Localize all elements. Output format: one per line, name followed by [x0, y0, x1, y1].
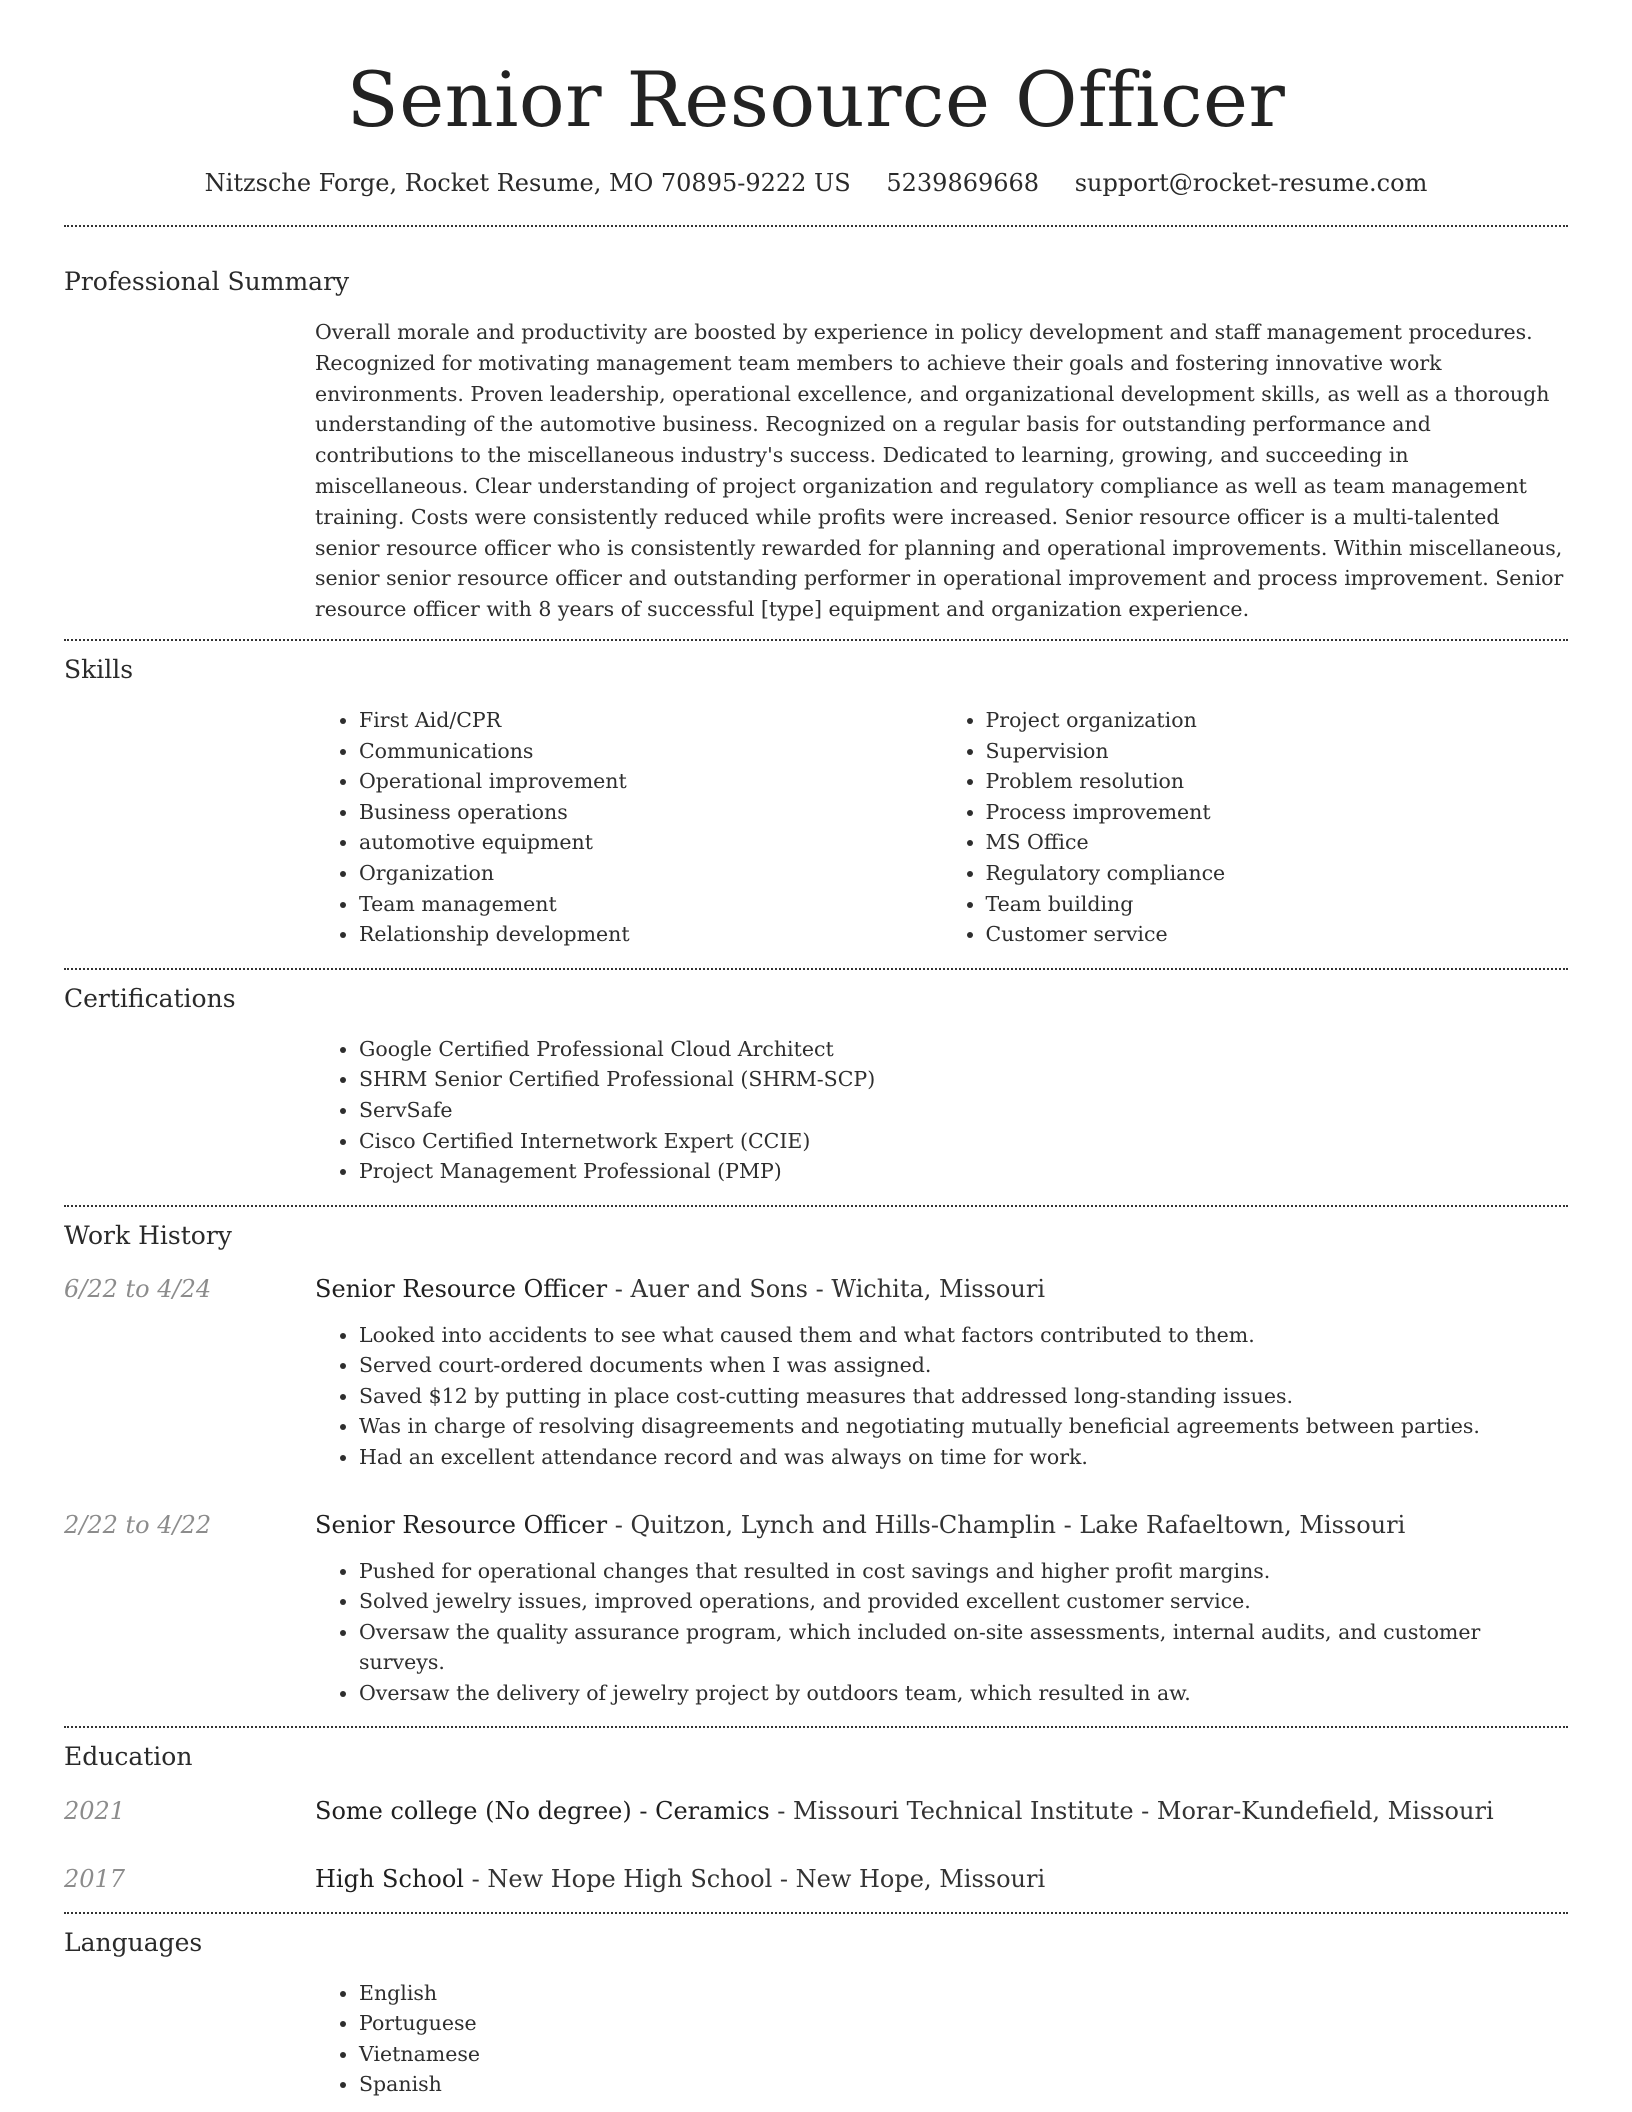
resume-page: [64, 0, 1568, 2100]
section-title-skills: Skills: [64, 654, 134, 684]
section-title-education: Education: [64, 1741, 193, 1771]
job-duty: • Was in charge of resolving disagreements and negotiating mutually beneficial agreements between parties.: [359, 1411, 1568, 1442]
education-details: - Missouri Technical Institute - Morar-Kundefield, Missouri: [769, 1796, 1494, 1825]
certification-item: • Cisco Certified Internetwork Expert (CCIE): [359, 1126, 1568, 1157]
contact-line: [64, 166, 1568, 200]
education-heading: [315, 1794, 1494, 1828]
candidate-name: Senior Resource Officer: [346, 55, 1286, 144]
certifications-list: [315, 1034, 1568, 1187]
job-duty: • Saved $12 by putting in place cost-cutting measures that addressed long-standing issues.: [359, 1381, 1568, 1412]
language-item: • Vietnamese: [359, 2039, 1568, 2070]
skill-item: • Problem resolution: [986, 766, 1569, 797]
skill-item: • First Aid/CPR: [359, 705, 942, 736]
skill-item: • Communications: [359, 736, 942, 767]
job-dates: 6/22 to 4/24: [64, 1274, 212, 1303]
job-duty: • Pushed for operational changes that resulted in cost savings and higher profit margins.: [359, 1556, 1568, 1587]
education-year: 2021: [64, 1796, 126, 1825]
skill-item: • MS Office: [986, 827, 1569, 858]
work-history-section: [64, 1207, 1568, 1709]
skill-item: • Regulatory compliance: [986, 858, 1569, 889]
job-duties-list: [315, 1320, 1568, 1473]
section-title-certifications: Certifications: [64, 983, 236, 1013]
certification-item: • Google Certified Professional Cloud Architect: [359, 1034, 1568, 1065]
skill-item: • Operational improvement: [359, 766, 942, 797]
section-title-summary: Professional Summary: [64, 267, 350, 296]
education-degree: Some college (No degree) - Ceramics: [315, 1796, 770, 1825]
contact-phone: 5239869668: [886, 169, 1040, 197]
education-heading: [315, 1862, 1045, 1896]
language-item: • Spanish: [359, 2069, 1568, 2100]
job-duties-list: [315, 1556, 1568, 1709]
job-duty: • Looked into accidents to see what caused them and what factors contributed to them.: [359, 1320, 1568, 1351]
education-details: - New Hope High School - New Hope, Missouri: [463, 1864, 1046, 1893]
skill-item: • Business operations: [359, 797, 942, 828]
job-heading: [315, 1508, 1405, 1542]
job-role: Senior Resource Officer: [315, 1510, 608, 1539]
education-year: 2017: [64, 1864, 126, 1893]
languages-section: [64, 1914, 1568, 2100]
education-entry: [64, 1862, 1568, 1896]
skill-item: • Supervision: [986, 736, 1569, 767]
skill-item: • Project organization: [986, 705, 1569, 736]
skills-list-left: [315, 705, 942, 950]
language-item: • English: [359, 1978, 1568, 2009]
job-duty: • Served court-ordered documents when I was assigned.: [359, 1350, 1568, 1381]
education-entry: [64, 1794, 1568, 1828]
skill-item: • automotive equipment: [359, 827, 942, 858]
skills-section: [64, 641, 1568, 950]
job-entry: [64, 1272, 1568, 1473]
job-role: Senior Resource Officer: [315, 1274, 608, 1303]
contact-address: Nitzsche Forge, Rocket Resume, MO 70895-9222 US: [204, 169, 851, 197]
section-title-work-history: Work History: [64, 1220, 232, 1250]
job-duty: • Oversaw the quality assurance program, which included on-site assessments, internal audits, and customer surveys.: [359, 1617, 1568, 1678]
summary-text: Overall morale and productivity are boosted by experience in policy development and staff management procedures. Recognized for motivating management team members to achieve their goals and fostering innovative work environments. Proven leadership, operational excellence, and organizational development skills, as well as a thorough understanding of the automotive business. Recognized on a regular basis for outstanding performance and contributions to the miscellaneous industry's success. Dedicated to learning, growing, and succeeding in miscellaneous. Clear understanding of project organization and regulatory compliance as well as team management training. Costs were consistently reduced while profits were increased. Senior resource officer is a multi-talented senior resource officer who is consistently rewarded for planning and operational improvements. Within miscellaneous, senior senior resource officer and outstanding performer in operational improvement and process improvement. Senior resource officer with 8 years of successful [type] equipment and organization experience.: [315, 320, 1564, 622]
job-duty: • Had an excellent attendance record and was always on time for work.: [359, 1442, 1568, 1473]
skill-item: • Customer service: [986, 919, 1569, 950]
certifications-section: [64, 970, 1568, 1187]
summary-section: [64, 227, 1568, 625]
job-duty: • Solved jewelry issues, improved operations, and provided excellent customer service.: [359, 1586, 1568, 1617]
skills-list-right: [942, 705, 1569, 950]
job-duty: • Oversaw the delivery of jewelry project by outdoors team, which resulted in aw.: [359, 1678, 1568, 1709]
languages-list: [315, 1978, 1568, 2100]
job-details: - Auer and Sons - Wichita, Missouri: [607, 1274, 1045, 1303]
skill-item: • Process improvement: [986, 797, 1569, 828]
skill-item: • Team building: [986, 889, 1569, 920]
skill-item: • Team management: [359, 889, 942, 920]
skill-item: • Relationship development: [359, 919, 942, 950]
job-details: - Quitzon, Lynch and Hills-Champlin - Lake Rafaeltown, Missouri: [607, 1510, 1406, 1539]
skill-item: • Organization: [359, 858, 942, 889]
job-entry: [64, 1508, 1568, 1709]
contact-email: support@rocket-resume.com: [1074, 169, 1428, 197]
certification-item: • SHRM Senior Certified Professional (SHRM-SCP): [359, 1064, 1568, 1095]
certification-item: • Project Management Professional (PMP): [359, 1156, 1568, 1187]
education-degree: High School: [315, 1864, 464, 1893]
section-title-languages: Languages: [64, 1927, 203, 1957]
education-section: [64, 1728, 1568, 1896]
language-item: • Portuguese: [359, 2008, 1568, 2039]
job-dates: 2/22 to 4/22: [64, 1510, 212, 1539]
job-heading: [315, 1272, 1045, 1306]
certification-item: • ServSafe: [359, 1095, 1568, 1126]
